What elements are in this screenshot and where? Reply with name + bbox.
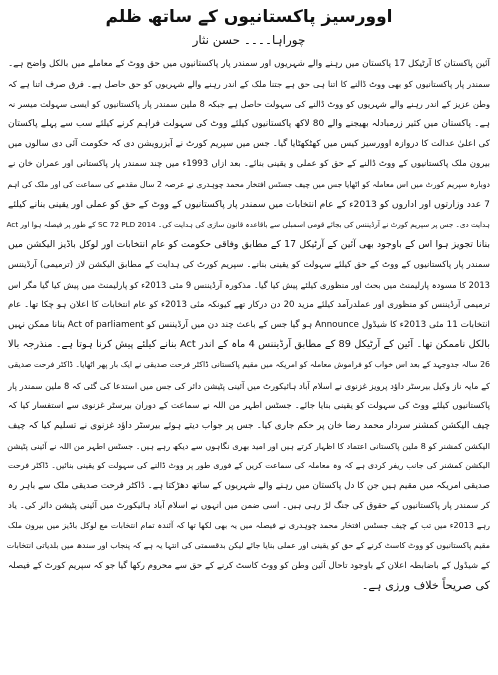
article-line: پاکستانیوں کیلئے ووٹ کی سہولت کو یقینی بنایا جائے۔ جسٹس اطہر من اللہ نے سماعت کے دوران بیرسٹر غزنوی سے استفسار کیا کہ [8, 400, 490, 411]
article-line: کی اعلیٰ عدالت کا دروازہ اوورسیز کیس میں کھٹکھٹایا گیا۔ جس میں سپریم کورٹ نے آبزرویشن دی کہ حکومت آئی دی سالوں میں [8, 139, 490, 150]
article-line: بالکل ناممکن تھا۔ آئین کے آرٹیکل 89 کے مطابق آرڈیننس 4 ماہ کے اندر Act بنانے کیلئے پیش کرنا ہوتا ہے۔ منذرجہ بالا [8, 339, 490, 351]
article-line: مقیم پاکستانیوں کو ووٹ کاسٹ کرنے کے حق کو یقینی اور عملی بنایا جائے لیکن بدقسمتی کی انتہا یہ ہے کہ پنجاب اور سندھ میں بلدیاتی انتخابات [6, 541, 490, 551]
article-body [8, 54, 490, 597]
article-line: سمندر پار پاکستانیوں کے ووٹ کے حق کیلئے سہولت کو یقینی بنانے۔ سپریم کورٹ کی ہدایت کے مطابق الیکشن لاز (ترمیمی) آرڈیننس [8, 259, 490, 270]
article-line: آئین پاکستان کا آرٹیکل 17 پاکستان میں رہنے والے شہریوں اور سمندر پار پاکستانیوں میں حق ووٹ کے معاملے میں بالکل واضح ہے۔ [8, 59, 490, 69]
article-line: کے شیڈول کے باضابطہ اعلان کے باوجود تاحال آئین وطن کو ووٹ کاسٹ کرنے کے حق سے محروم رکھا گیا جو کہ سپریم کورٹ کے فیصلہ [8, 561, 490, 572]
article-line: ہے۔ پاکستان میں کثیر زرمبادلہ بھیجنے والے 80 لاکھ پاکستانیوں کیلئے ووٹ کی سہولت فراہم کرنے کیلئے سب سے پہلے پاکستان [8, 119, 491, 130]
article-line: انتخابات 11 مئی 2013ء کا شیڈول Announce ہو گیا جس کے باعث چند دن میں آرڈیننس کو Act of parliament بنانا ممکن نہیں [8, 320, 490, 331]
article-line: بیرون ملک پاکستانیوں کے ووٹ ڈالنے کے حق کو عملی و یقینی بنائے۔ بعد ازاں 1993ء میں چند سمندر پار پاکستانی اور عمران خان نے [8, 159, 490, 170]
article-line: سمندر پار پاکستانیوں کو بھی ووٹ ڈالنے کا اتنا ہی حق ہے جتنا ملک کے اندر رہنے والے شہریوں کو حق حاصل ہے۔ فرق صرف اتنا ہے کہ [8, 79, 490, 90]
article-line: کے مایہ ناز وکیل بیرسٹر داؤد پرویز غزنوی نے اسلام آباد ہائیکورٹ میں آئینی پٹیشن دائر کی جس میں استدعا کی گئی کہ 8 ملین سمندر پار [8, 380, 490, 391]
article-line: رہے 2013ء میں تب کے چیف جسٹس افتخار محمد چوہدری نے فیصلہ میں یہ بھی لکھا تھا کہ آئندہ تمام انتخابات مع لوکل باڈیز میں بیرون ملک [8, 521, 491, 531]
article-byline: چوراہا۔۔۔۔ حسن نثار [192, 33, 306, 47]
article-line: 7 عدد وزارتوں اور اداروں کو 2013ء کے عام انتخابات میں سمندر پار پاکستانیوں کے ووٹ کے حق کو عملی اور یقینی بنانے کیلئے [8, 198, 490, 210]
article-line: ترمیمی آرڈیننس کو منظوری اور عملدرآمد کیلئے مزید 20 دن درکار تھے کیونکہ مئی 2013ء کو عام انتخابات کا اعلان ہو چکا تھا۔ عام [8, 300, 490, 311]
article-line: بنانا تجویز ہوا اس کے باوجود بھی آئین کے آرٹیکل 17 کے مطابق وفاقی حکومت کو عام انتخابات اور لوکل باڈیز الیکشن میں [8, 238, 490, 250]
article-line: کی صریحاً خلاف ورزی ہے۔ [361, 579, 490, 593]
article-line: چیف الیکشن کمشنر سردار محمد رضا خان پر حکم جاری کیا۔ جس پر جواب دیتے ہوئے بیرسٹر داؤد غزنوی نے تسلیم کیا کہ چیف [8, 420, 490, 431]
article-line: 26 سالہ جدوجہد کے بعد اس خواب کو فراموش معاملہ کو امریکہ میں مقیم پاکستانی ڈاکٹر فرحت صدیقی نے ایک بار پھر اٹھایا۔ ڈاکٹر فرحت صدیقی [8, 360, 490, 370]
article-line: کر سمندر پار پاکستانیوں کے حقوق کی جنگ لڑ رہی ہیں۔ اسی ضمن میں انہوں نے اسلام آباد ہائیکورٹ میں آئینی پٹیشن دائر کی۔ یاد [8, 501, 490, 512]
article-line: 2013 کا مسودہ پارلیمنٹ میں بحث اور منظوری کیلئے پیش کیا گیا۔ مذکورہ آرڈیننس 9 مئی 2013ء کو پارلیمنٹ میں پیش کیا گیا مگر اس [8, 280, 490, 291]
article-line: الیکشن کمشنر کی جانب ریفر کردی ہے کہ وہ معاملہ کی سماعت کریں کے فوری طور پر ووٹ ڈالنے کی سہولت کو یقینی بنائیں۔ ڈاکٹر فرحت [8, 460, 490, 470]
article-headline: اوورسیز پاکستانیوں کے ساتھ ظلم [105, 7, 393, 27]
article-line: الیکشن کمشنر کو 8 ملین پاکستانی اعتماد کا اظہار کرتے ہیں اور امید بھری نگاہوں سے دیکھ رہے ہیں۔ جسٹس اطہر من اللہ نے آئینی پٹیشن [7, 440, 490, 451]
article-line: دوبارہ سپریم کورٹ میں اس معاملہ کو اٹھایا جس میں چیف جسٹس افتخار محمد چوہدری نے عرصہ 2 سال مقدمے کی سماعت کی اور ملک کی اہم [7, 179, 490, 189]
article-line: صدیقی امریکہ میں مقیم ہیں جن کا دل پاکستان میں رہنے والے شہریوں کے ساتھ دھڑکتا ہے۔ ڈاکٹر فرحت صدیقی ملک سے باہر رہ [7, 480, 490, 491]
article-line: وطن عزیز کے اندر رہنے والے شہریوں کو ووٹ ڈالنے کی سہولت حاصل ہے جبکہ 8 ملین سمندر پار پاکستانیوں کو ایسی سہولت میسر نہ [8, 99, 490, 110]
article-line: ہدایت دی۔ جس پر سپریم کورٹ نے آرڈیننس کی بجائے قومی اسمبلی سے باقاعدہ قانون سازی کی ہدایت کی۔ SC 72 PLD 2014 کے طور پر فیصلہ ہوا اور Act [6, 219, 490, 229]
